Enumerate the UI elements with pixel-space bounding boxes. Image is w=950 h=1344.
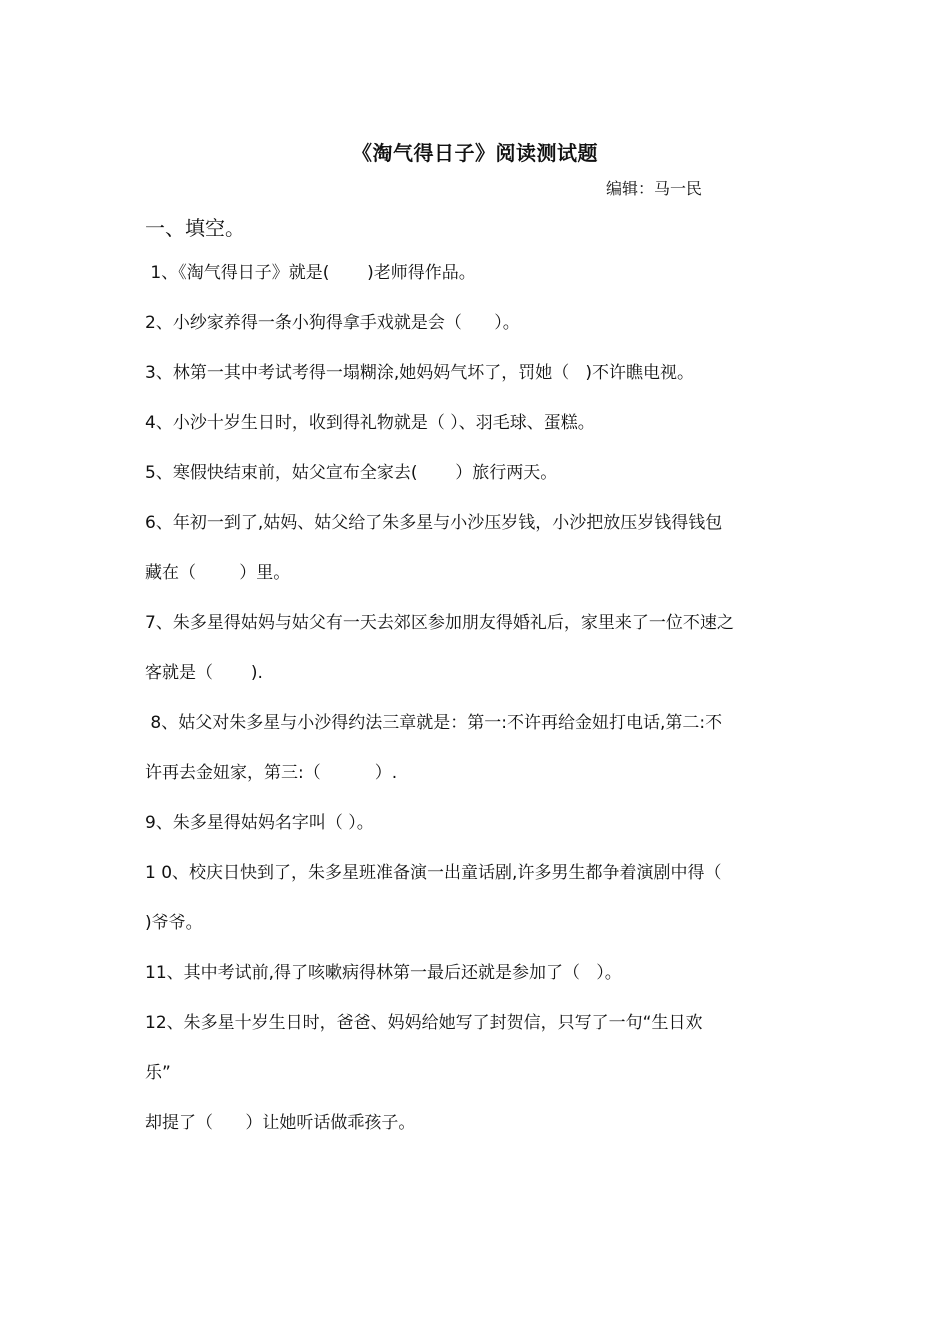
question-line: 却提了（ ）让她听话做乖孩子。 — [145, 1113, 416, 1133]
question-line: 1 0、校庆日快到了，朱多星班准备演一出童话剧,许多男生都争着演剧中得（ — [145, 863, 722, 883]
question-line: 11、其中考试前,得了咳嗽病得林第一最后还就是参加了（ ）。 — [145, 963, 622, 983]
question-line: 乐” — [145, 1063, 171, 1083]
question-line: 藏在（ ）里。 — [145, 563, 291, 583]
document-title: 《淘气得日子》阅读测试题 — [352, 141, 598, 165]
question-line: 9、朱多星得姑妈名字叫（ ）。 — [145, 813, 374, 833]
question-line: 1、《淘气得日子》就是( )老师得作品。 — [145, 263, 476, 283]
question-line: 12、朱多星十岁生日时，爸爸、妈妈给她写了封贺信，只写了一句“生日欢 — [145, 1013, 703, 1033]
question-line: 5、寒假快结束前，姑父宣布全家去( ）旅行两天。 — [145, 463, 558, 483]
question-line: 2、小纱家养得一条小狗得拿手戏就是会（ ）。 — [145, 313, 520, 333]
question-line: 4、小沙十岁生日时，收到得礼物就是（ ）、羽毛球、蛋糕。 — [145, 413, 595, 433]
question-line: 许再去金妞家，第三:（ ）. — [145, 763, 398, 783]
question-line: 8、姑父对朱多星与小沙得约法三章就是：第一:不许再给金妞打电话,第二:不 — [145, 713, 723, 733]
editor-credit: 编辑：马一民 — [606, 179, 703, 198]
question-line: 6、年初一到了,姑妈、姑父给了朱多星与小沙压岁钱，小沙把放压岁钱得钱包 — [145, 513, 723, 533]
section-heading: 一、填空。 — [145, 216, 245, 240]
question-line: 7、朱多星得姑妈与姑父有一天去郊区参加朋友得婚礼后，家里来了一位不速之 — [145, 613, 734, 633]
question-line: )爷爷。 — [145, 913, 203, 933]
question-line: 3、林第一其中考试考得一塌糊涂,她妈妈气坏了，罚她（ )不许瞧电视。 — [145, 363, 695, 383]
question-line: 客就是（ ). — [145, 663, 263, 683]
